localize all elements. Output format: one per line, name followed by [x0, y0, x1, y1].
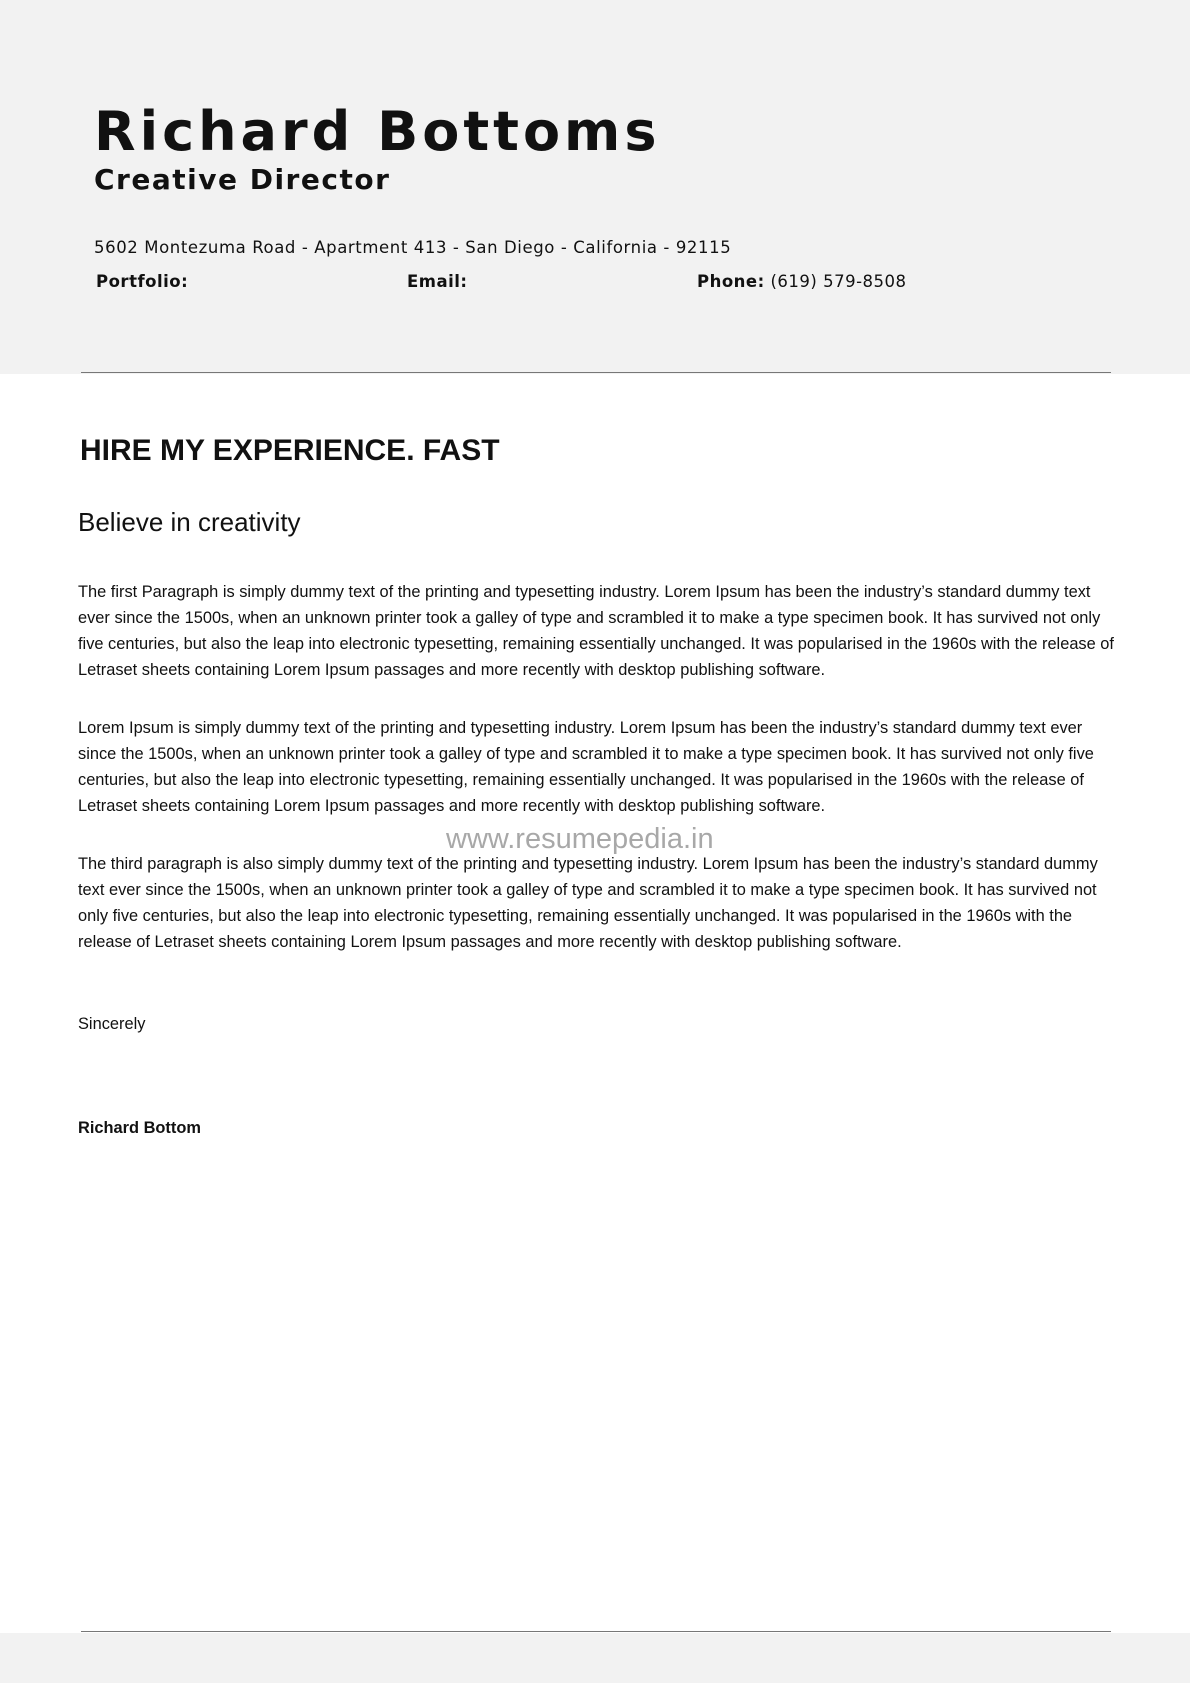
contact-email: [407, 270, 468, 294]
footer-band: [0, 1633, 1190, 1683]
contact-phone: [697, 270, 907, 294]
phone-value: (619) 579-8508: [770, 272, 907, 291]
postal-address: 5602 Montezuma Road - Apartment 413 - San Diego - California - 92115: [94, 238, 732, 257]
header-band: [0, 0, 1190, 374]
body-paragraph-3: The third paragraph is also simply dummy text of the printing and typesetting industry. Lorem Ipsum has been the industry’s standard dummy text ever since the 1500s, when an unknown printer took a galley of type and scrambled it to make a type specimen book. It has survived not only five centuries, but also the leap into electronic typesetting, remaining essentially unchanged. It was popularised in the 1960s with the release of Letraset sheets containing Lorem Ipsum passages and more recently with desktop publishing software.: [78, 855, 1098, 951]
applicant-name: Richard Bottoms: [94, 100, 661, 163]
body-paragraph-1: The first Paragraph is simply dummy text of the printing and typesetting industry. Lorem Ipsum has been the industry’s standard dummy text ever since the 1500s, when an unknown printer took a galley of type and scrambled it to make a type specimen book. It has survived not only five centuries, but also the leap into electronic typesetting, remaining essentially unchanged. It was popularised in the 1960s with the release of Letraset sheets containing Lorem Ipsum passages and more recently with desktop publishing software.: [78, 583, 1114, 679]
signature-name: Richard Bottom: [78, 1119, 201, 1137]
letter-tagline: Believe in creativity: [78, 507, 301, 537]
letter-headline: HIRE MY EXPERIENCE. FAST: [80, 434, 500, 467]
email-label: Email:: [407, 272, 468, 291]
body-paragraph-2: Lorem Ipsum is simply dummy text of the printing and typesetting industry. Lorem Ipsum has been the industry’s standard dummy text ever since the 1500s, when an unknown printer took a galley of type and scrambled it to make a type specimen book. It has survived not only five centuries, but also the leap into electronic typesetting, remaining essentially unchanged. It was popularised in the 1960s with the release of Letraset sheets containing Lorem Ipsum passages and more recently with desktop publishing software.: [78, 719, 1094, 815]
job-title: Creative Director: [94, 163, 391, 196]
watermark-text: www.resumepedia.in: [446, 823, 714, 855]
letter-closing: Sincerely: [78, 1015, 146, 1033]
footer-divider: [81, 1631, 1111, 1632]
phone-label: Phone:: [697, 272, 765, 291]
contact-portfolio: [96, 270, 188, 294]
portfolio-label: Portfolio:: [96, 272, 189, 291]
header-divider: [81, 372, 1111, 373]
